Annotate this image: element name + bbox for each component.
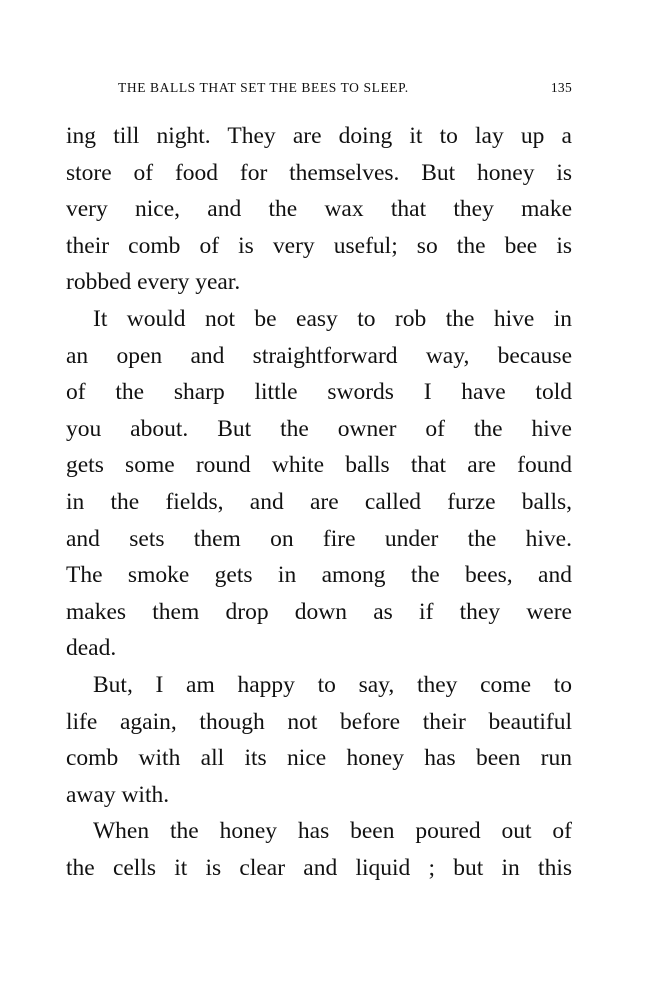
- text-line: When the honey has been poured out of: [93, 818, 572, 845]
- text-line: very nice, and the wax that they make: [66, 196, 572, 223]
- text-line: in the fields, and are called furze balls,: [66, 488, 572, 515]
- paragraph-2: [66, 301, 572, 667]
- text-line: life again, though not before their beautiful: [66, 708, 572, 735]
- text-line: and sets them on fire under the hive.: [66, 525, 572, 552]
- text-line: It would not be easy to rob the hive in: [93, 305, 572, 332]
- paragraph-3: [66, 667, 572, 813]
- paragraph-4: [66, 813, 572, 886]
- text-line: the cells it is clear and liquid ; but in this: [66, 854, 572, 881]
- text-line: their comb of is very useful; so the bee is: [66, 232, 572, 259]
- text-line: robbed every year.: [66, 269, 241, 296]
- text-line: But, I am happy to say, they come to: [93, 671, 572, 698]
- page-number: 135: [550, 80, 572, 95]
- text-line: of the sharp little swords I have told: [66, 379, 572, 406]
- text-line: dead.: [66, 635, 117, 662]
- text-line: you about. But the owner of the hive: [66, 415, 572, 442]
- text-line: store of food for themselves. But honey is: [66, 159, 572, 186]
- text-line: an open and straightforward way, because: [66, 342, 572, 369]
- text-line: comb with all its nice honey has been run: [66, 745, 572, 772]
- running-head: [66, 80, 572, 100]
- paragraph-1: [66, 118, 572, 301]
- text-line: away with.: [66, 781, 170, 808]
- body-text: [66, 118, 572, 886]
- text-line: makes them drop down as if they were: [66, 598, 572, 625]
- text-line: The smoke gets in among the bees, and: [66, 562, 572, 589]
- text-line: gets some round white balls that are found: [66, 452, 572, 479]
- running-title: THE BALLS THAT SET THE BEES TO SLEEP.: [118, 80, 409, 95]
- text-line: ing till night. They are doing it to lay up a: [66, 123, 572, 149]
